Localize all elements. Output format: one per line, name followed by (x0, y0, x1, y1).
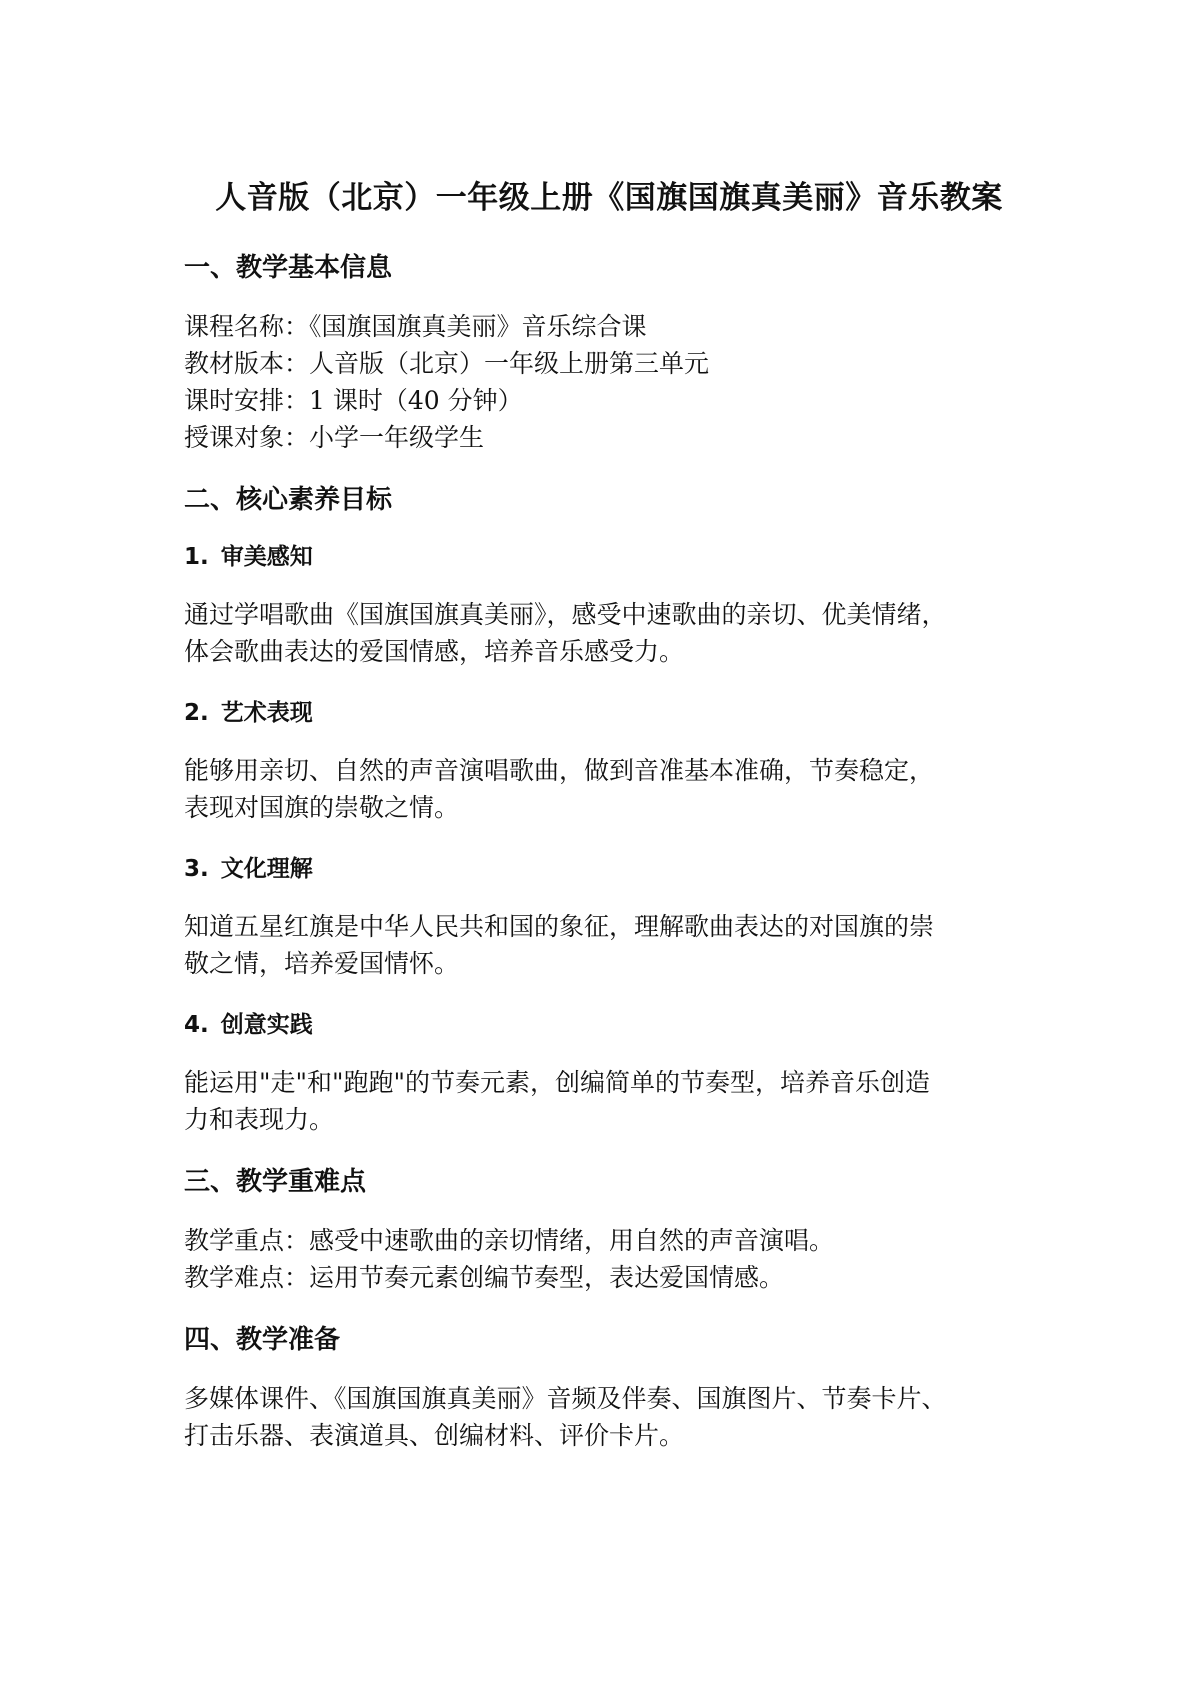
key-point-difficulty: 教学难点：运用节奏元素创编节奏型，表达爱国情感。 (184, 1263, 785, 1292)
section-heading-key-points: 三、教学重难点 (184, 1167, 367, 1197)
goal-text-line: 能运用"走"和"跑跑"的节奏元素，创编简单的节奏型，培养音乐创造 (184, 1068, 930, 1097)
goal-title: 艺术表现 (220, 700, 313, 726)
basic-info-block (184, 308, 1034, 456)
goal-title: 审美感知 (220, 544, 313, 570)
section-heading-core-goals: 二、核心素养目标 (184, 485, 393, 515)
basic-info-textbook: 教材版本：人音版（北京）一年级上册第三单元 (184, 349, 710, 378)
section-heading-basic-info: 一、教学基本信息 (184, 253, 393, 283)
goal-text-expression (184, 752, 1034, 826)
key-points-block (184, 1222, 1034, 1296)
preparation-line: 多媒体课件、《国旗国旗真美丽》音频及伴奏、国旗图片、节奏卡片、 (184, 1384, 947, 1413)
goal-heading-expression (184, 696, 1034, 730)
document-title: 人音版（北京）一年级上册《国旗国旗真美丽》音乐教案 (215, 180, 1003, 216)
goal-heading-creative (184, 1008, 1034, 1042)
goal-text-line: 力和表现力。 (184, 1105, 335, 1134)
goal-number: 4. (184, 1012, 209, 1038)
goal-title: 创意实践 (220, 1012, 313, 1038)
goal-text-line: 能够用亲切、自然的声音演唱歌曲，做到音准基本准确，节奏稳定， (184, 756, 935, 785)
goal-text-aesthetic (184, 596, 1034, 670)
preparation-line: 打击乐器、表演道具、创编材料、评价卡片。 (184, 1421, 685, 1450)
goal-number: 1. (184, 544, 209, 570)
preparation-block (184, 1380, 1034, 1454)
basic-info-course-name: 课程名称：《国旗国旗真美丽》音乐综合课 (184, 312, 647, 341)
goal-heading-aesthetic (184, 540, 1034, 574)
goal-number: 2. (184, 700, 209, 726)
goal-text-line: 表现对国旗的崇敬之情。 (184, 793, 460, 822)
goal-text-creative (184, 1064, 1034, 1138)
goal-heading-culture (184, 852, 1034, 886)
goal-text-line: 通过学唱歌曲《国旗国旗真美丽》，感受中速歌曲的亲切、优美情绪， (184, 600, 947, 629)
key-point-focus: 教学重点：感受中速歌曲的亲切情绪，用自然的声音演唱。 (184, 1226, 835, 1255)
goal-title: 文化理解 (220, 856, 313, 882)
section-heading-preparation: 四、教学准备 (184, 1325, 341, 1355)
document-content (184, 176, 1034, 1454)
goal-text-line: 知道五星红旗是中华人民共和国的象征，理解歌曲表达的对国旗的崇 (184, 912, 935, 941)
goal-text-culture (184, 908, 1034, 982)
basic-info-schedule: 课时安排：1 课时（40 分钟） (184, 386, 523, 415)
basic-info-audience: 授课对象：小学一年级学生 (184, 423, 485, 452)
goal-text-line: 体会歌曲表达的爱国情感，培养音乐感受力。 (184, 637, 685, 666)
goal-text-line: 敬之情，培养爱国情怀。 (184, 949, 460, 978)
goal-number: 3. (184, 856, 209, 882)
